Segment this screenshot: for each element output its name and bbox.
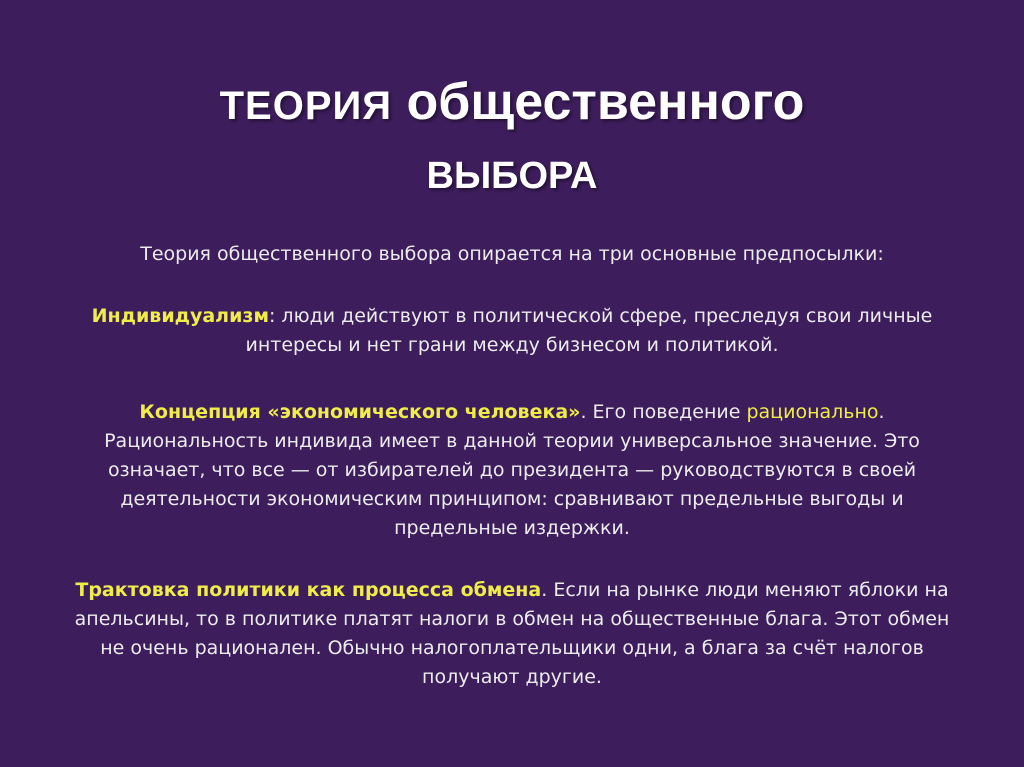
point-economic-man-highlight: рационально — [746, 401, 879, 423]
point-economic-man-text-before: . Его поведение — [580, 401, 747, 423]
point-individualism — [60, 302, 964, 360]
title-word-public: общественного — [406, 73, 805, 131]
point-economic-man-term: Концепция «экономического человека» — [139, 401, 581, 423]
point-exchange — [60, 576, 964, 692]
point-economic-man-text-after: . Рациональность индивида имеет в данной теории универсальное значение. Это означает, что все — от избирателей до президента — руководствуются в своей деятельности экономическим принципом: сравнивают предельные выгоды и предельные издержки. — [104, 401, 920, 539]
point-economic-man — [60, 398, 964, 543]
point-exchange-text: . Если на рынке люди меняют яблоки на апельсины, то в политике платят налоги в обмен на общественные блага. Этот обмен не очень рационален. Обычно налогоплательщики одни, а блага за счёт налогов получают другие. — [74, 579, 950, 688]
point-individualism-text: : люди действуют в политической сфере, преследуя свои личные интересы и нет грани между бизнесом и политикой. — [245, 305, 933, 356]
point-exchange-term: Трактовка политики как процесса обмена — [75, 579, 542, 601]
slide-title-line-1 — [0, 66, 1024, 142]
title-word-theory: ТЕОРИЯ — [219, 84, 393, 128]
slide-title-line-2: ВЫБОРА — [426, 155, 598, 197]
intro-paragraph: Теория общественного выбора опирается на три основные предпосылки: — [140, 243, 884, 265]
point-individualism-term: Индивидуализм — [91, 305, 269, 327]
